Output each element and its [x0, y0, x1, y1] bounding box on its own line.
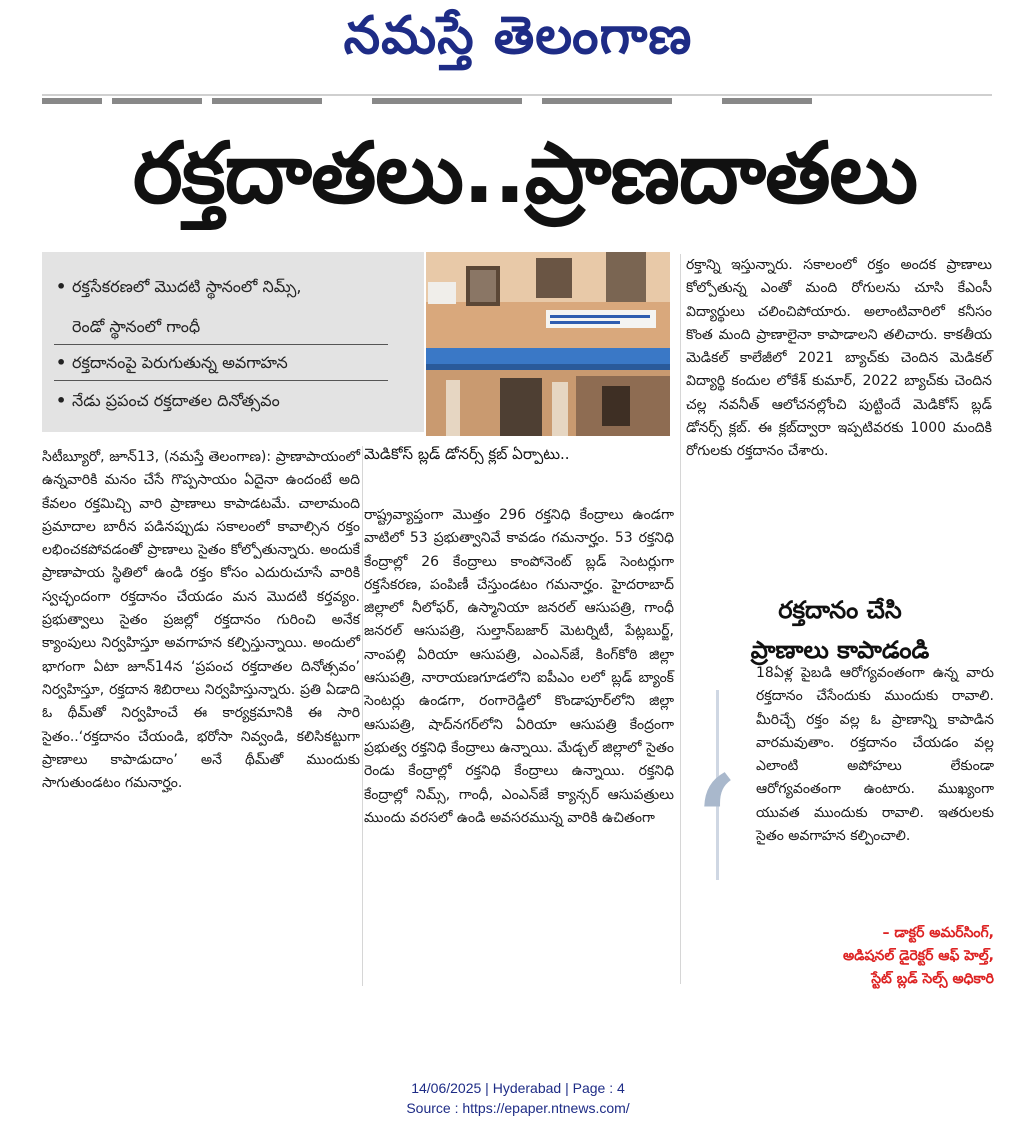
highlight-item: [56, 276, 416, 298]
article-column-2: [364, 504, 674, 830]
building-illustration: [426, 252, 670, 436]
bullet-icon: •: [56, 353, 67, 372]
subheading-line: రక్తదానం చేసి: [778, 596, 902, 624]
highlight-item: [56, 352, 416, 374]
highlights-box: [42, 252, 424, 432]
attribution-role: స్టేట్ బ్లడ్ సెల్స్ అధికారి: [871, 971, 994, 987]
masthead-logo: నమస్తే తెలంగాణ: [343, 6, 693, 66]
headline: రక్తదాతలు..ప్రాణదాతలు: [132, 124, 918, 222]
photo-caption: మెడికోస్ బ్లడ్ డోనర్స్ క్లబ్ ఏర్పాటు..: [364, 445, 570, 463]
body-paragraph: రక్తాన్ని ఇస్తున్నారు. సకాలంలో రక్తం అందక ప్రాణాలు కోల్పోతున్న ఎంతో మంది రోగులను చూసి కేఎంసీ విద్యార్థులు చలించిపోయారు. అలాంటివారిలో కనీసం కొంత మంది ప్రాణాలైనా కాపాడాలని తలిచారు. కాకతీయ మెడికల్ కాలేజీలో 2021 బ్యాచ్‌కు చెందిన మెడికల్ విద్యార్థి కందుల లోకేశ్ కుమార్, 2022 బ్యాచ్‌కు చెందిన చల్ల నవనీత్ ఆలోచనల్లోంచి పుట్టిందే మెడికోస్ బ్లడ్ డోనర్స్ క్లబ్. ఈ క్లబ్‌ద్వారా ఇప్పటివరకు 1000 మందికి రోగులకు రక్తదానం చేశారు.: [686, 257, 992, 460]
body-paragraph: రాష్ట్రవ్యాప్తంగా మొత్తం 296 రక్తనిధి కేంద్రాలు ఉండగా వాటిలో 53 ప్రభుత్వానివే కావడం గమనార్హం. 53 రక్తనిధి కేంద్రాల్లో 26 కేంద్రాలు కాంపోనెంట్ బ్లడ్ సెంటర్లుగా రక్తసేకరణ, పంపిణీ చేస్తుండటం గమనార్హం. హైదరాబాద్ జిల్లాలో నీలోఫర్, ఉస్మానియా జనరల్ ఆసుపత్రి, గాంధీ జనరల్ ఆసుపత్రి, సుల్తాన్‌బజార్ మెటర్నిటీ, పేట్లబుర్జ్, నాంపల్లి ఏరియా ఆసుపత్రి, ఎంఎన్‌జే, కింగ్‌కోఠి జిల్లా ఆసుపత్రి, నారాయణగూడలోని ఐపీఎం లలో బ్లడ్ బ్యాంక్ సెంటర్లు ఉండగా, రంగారెడ్డిలో కొండాపూర్‌లోని జిల్లా ఆసుపత్రి, షాద్‌నగర్‌లోని ఏరియా ఆసుపత్రి కేంద్రంగా ప్రభుత్వ రక్తనిధి కేంద్రాలు ఉన్నాయి. మేడ్చల్ జిల్లాలో సైతం రెండు కేంద్రాల్లో రక్తనిధి కేంద్రాలు ఉన్నాయి. రక్తనిధి కేంద్రాల్లో నిమ్స్, గాంధీ, ఎంఎన్‌జే క్యాన్సర్ ఆసుపత్రులు ముందు వరసలో ఉండి అవసరమున్న వారికి ఉచితంగా: [364, 507, 674, 826]
highlight-text: రక్తసేకరణలో మొదటి స్థానంలో నిమ్స్,: [72, 277, 302, 296]
bullet-icon: •: [56, 277, 67, 296]
quote-mark-icon: ‘: [696, 749, 738, 890]
highlight-divider: [54, 380, 388, 381]
highlight-item: [56, 316, 416, 338]
article-column-1: [42, 446, 360, 795]
cut-off-text-line: [42, 96, 822, 110]
truncated-text-strip: [42, 96, 822, 110]
page-footer: [0, 1078, 1036, 1118]
body-paragraph: సిటీబ్యూరో, జూన్13, (నమస్తే తెలంగాణ): ప్రాణాపాయంలో ఉన్నవారికి మనం చేసే గొప్పసాయం ఏదైనా ఉందంటే అది కేవలం రక్తమిచ్చి వారి ప్రాణాలు కాపాడటమే. చాలామంది ప్రమాదాల బారీన పడినప్పుడు సకాలంలో కావాల్సిన రక్తం లభించకపోవడంతో ప్రాణాలు సైతం కోల్పోతున్నారు. అందుకే ప్రాణాపాయ స్థితిలో ఉండి రక్తం కోసం ఎదురుచూసే వారికి స్వచ్ఛందంగా రక్తదానం చేయడం మన మొదటి కర్తవ్యం. ప్రభుత్వాలు సైతం ప్రజల్లో రక్తదానం గురించి అనేక క్యాంపులు నిర్వహిస్తూ అవగాహన కల్పిస్తున్నాయి. అందులో భాగంగా ఏటా జూన్14న ‘ప్రపంచ రక్తదాతల దినోత్సవం’ నిర్వహిస్తూ, రక్తదాన శిబిరాలు నిర్వహిస్తున్నారు. ప్రతి ఏడాది ఓ థీమ్‌తో నిర్వహించే ఈ కార్యక్రమానికి ఈ సారి సైతం..‘రక్తదానం చేయండి, భరోసా నివ్వండి, కలిసికట్టుగా ప్రాణాలు కాపాడుదాం’ అనే థీమ్‌తో ముందుకు సాగుతుండటం గమనార్హం.: [42, 449, 360, 792]
attribution-title: అడిషనల్ డైరెక్టర్ ఆఫ్ హెల్త్,: [842, 948, 994, 964]
footer-date-page: 14/06/2025 | Hyderabad | Page : 4: [411, 1080, 625, 1096]
subheading: [690, 590, 990, 670]
highlight-item: [56, 390, 416, 412]
highlight-text: రెండో స్థానంలో గాంధీ: [72, 317, 201, 336]
attribution-name: – డాక్టర్ అమర్‌సింగ్,: [882, 925, 994, 941]
footer-source: Source : https://epaper.ntnews.com/: [406, 1100, 630, 1116]
highlight-text: నేడు ప్రపంచ రక్తదాతల దినోత్సవం: [72, 391, 280, 410]
quote-attribution: [740, 922, 994, 991]
article-column-3: [686, 254, 992, 464]
subheading-line: ప్రాణాలు కాపాడండి: [750, 636, 930, 664]
column-divider: [362, 446, 363, 986]
quote-text: 18ఏళ్ల పైబడి ఆరోగ్యవంతంగా ఉన్న వారు రక్తదానం చేసేందుకు ముందుకు రావాలి. మీరిచ్చే రక్తం వల్ల ఓ ప్రాణాన్ని కాపాడిన వారమవుతాం. రక్తదానం చేయడం వల్ల ఎలాంటి అపోహలు లేకుండా ఆరోగ్యవంతంగా ఉంటారు. ముఖ్యంగా యువత ముందుకు రావాలి. ఇతరులకు సైతం అవగాహన కల్పించాలి.: [756, 665, 994, 845]
highlight-divider: [54, 344, 388, 345]
building-photo: [426, 252, 670, 436]
highlight-text: రక్తదానంపై పెరుగుతున్న అవగాహన: [72, 353, 288, 372]
column-divider: [680, 254, 681, 984]
bullet-icon: •: [56, 391, 67, 410]
